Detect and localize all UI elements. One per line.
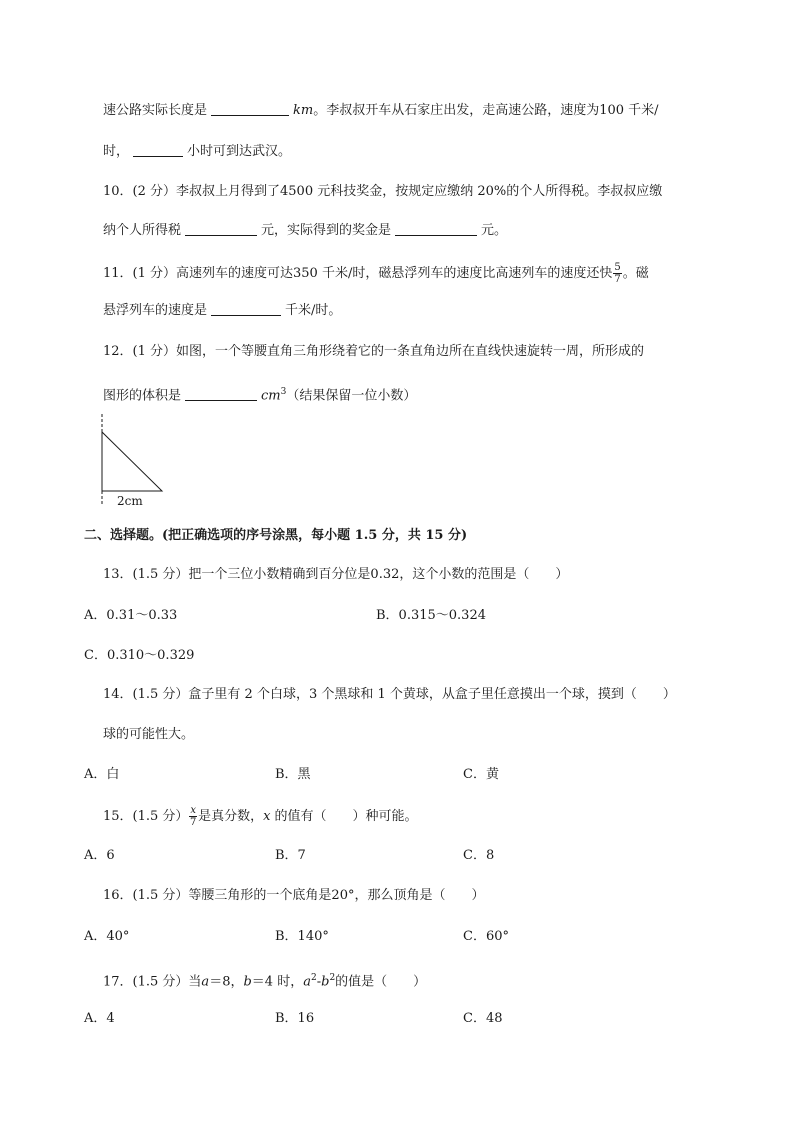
unit-cm: cm xyxy=(261,388,281,404)
q12-text: （结果保留一位小数） xyxy=(286,388,417,404)
q14-option-b[interactable]: B．黑 xyxy=(275,767,311,782)
expr-exponent: 2 xyxy=(329,973,336,983)
q12-line-1: 12．(1 分）如图，一个等腰直角三角形绕着它的一条直角边所在直线快速旋转一周，所形成的 xyxy=(103,344,645,359)
fraction xyxy=(613,262,621,285)
fraction-numerator: 5 xyxy=(614,262,621,273)
q11-text: 悬浮列车的速度是 xyxy=(103,303,208,318)
q11-line-1 xyxy=(103,262,649,285)
q15-option-b[interactable]: B．7 xyxy=(275,848,306,863)
expr-b: b xyxy=(321,974,330,990)
q11-text: 千米/时。 xyxy=(285,303,342,318)
answer-blank xyxy=(133,142,183,157)
q9-text: 。李叔叔开车从石家庄出发，走高速公路，速度为100 千米/ xyxy=(313,103,659,118)
q11-line-2 xyxy=(103,301,341,321)
answer-blank xyxy=(185,221,257,236)
q10-line-2 xyxy=(103,221,507,241)
q13-option-a[interactable]: A．0.31～0.33 xyxy=(84,608,178,623)
q17-text xyxy=(103,968,426,992)
q15-text xyxy=(103,805,418,828)
q15-suffix: 的值有（ ）种可能。 xyxy=(270,809,418,824)
variable-a: a xyxy=(201,974,210,990)
q14-option-a[interactable]: A．白 xyxy=(84,767,120,782)
q9-line-1 xyxy=(103,101,659,121)
figure-label: 2cm xyxy=(117,494,143,508)
q9-text: 小时可到达武汉。 xyxy=(187,144,292,159)
q16-option-a[interactable]: A．40° xyxy=(84,929,130,944)
q17-suffix: 的值是（ ） xyxy=(335,974,427,990)
q17-prefix: 17．(1.5 分）当 xyxy=(103,974,202,990)
q15-option-c[interactable]: C．8 xyxy=(463,848,495,863)
expr-exponent: 2 xyxy=(310,973,317,983)
q14-line-1: 14．(1.5 分）盒子里有 2 个白球，3 个黑球和 1 个黄球，从盒子里任意摸出一个球，摸到（ ） xyxy=(103,687,676,702)
q17-option-a[interactable]: A．4 xyxy=(84,1011,115,1026)
variable-x: x xyxy=(263,809,271,824)
answer-blank xyxy=(211,101,289,116)
q10-text: 元，实际得到的奖金是 xyxy=(261,223,392,238)
q10-line-1: 10．(2 分）李叔叔上月得到了4500 元科技奖金，按规定应缴纳 20%的个人所得税。李叔叔应缴 xyxy=(103,184,663,199)
unit-km: km xyxy=(293,103,314,118)
q9-text: 时， xyxy=(103,144,130,159)
fraction-denominator: 7 xyxy=(190,817,197,828)
q12-line-2 xyxy=(103,382,416,406)
q17-b-value: ＝4 时， xyxy=(251,974,304,990)
q11-text: 11．(1 分）高速列车的速度可达350 千米/时，磁悬浮列车的速度比高速列车的速度还快 xyxy=(103,266,613,281)
q15-text-mid: 是真分数， xyxy=(198,809,264,824)
q17-a-value: ＝8， xyxy=(209,974,244,990)
q17-option-c[interactable]: C．48 xyxy=(463,1011,503,1026)
expr-a: a xyxy=(303,974,311,990)
q13-text: 13．(1.5 分）把一个三位小数精确到百分位是0.32，这个小数的范围是（ ） xyxy=(103,567,569,582)
fraction xyxy=(189,805,197,828)
q16-option-b[interactable]: B．140° xyxy=(275,929,329,944)
q14-line-2: 球的可能性大。 xyxy=(103,727,195,742)
q13-option-b[interactable]: B．0.315～0.324 xyxy=(376,608,486,623)
q13-option-c[interactable]: C．0.310～0.329 xyxy=(84,648,195,663)
q15-option-a[interactable]: A．6 xyxy=(84,848,115,863)
variable-b: b xyxy=(243,974,252,990)
q14-option-c[interactable]: C．黄 xyxy=(463,767,499,782)
q16-option-c[interactable]: C．60° xyxy=(463,929,509,944)
fraction-denominator: 7 xyxy=(614,274,621,285)
q16-text: 16．(1.5 分）等腰三角形的一个底角是20°，那么顶角是（ ） xyxy=(103,888,485,903)
triangle-figure xyxy=(95,412,175,512)
q10-text: 纳个人所得税 xyxy=(103,223,182,238)
fraction-numerator: x xyxy=(190,805,197,816)
q15-prefix: 15．(1.5 分） xyxy=(103,809,189,824)
answer-blank xyxy=(211,301,281,316)
q11-text: 。磁 xyxy=(622,266,649,281)
q9-line-2 xyxy=(103,142,291,162)
answer-blank xyxy=(395,221,477,236)
right-triangle xyxy=(102,432,162,491)
q17-option-b[interactable]: B．16 xyxy=(275,1011,315,1026)
q9-text: 速公路实际长度是 xyxy=(103,103,208,118)
q10-text: 元。 xyxy=(481,223,508,238)
answer-blank xyxy=(185,386,257,401)
unit-superscript: 3 xyxy=(280,387,287,397)
q12-text: 图形的体积是 xyxy=(103,388,182,404)
section-2-title: 二、选择题。(把正确选项的序号涂黑，每小题 1.5 分，共 15 分) xyxy=(84,528,468,543)
expr-minus: - xyxy=(316,974,322,990)
